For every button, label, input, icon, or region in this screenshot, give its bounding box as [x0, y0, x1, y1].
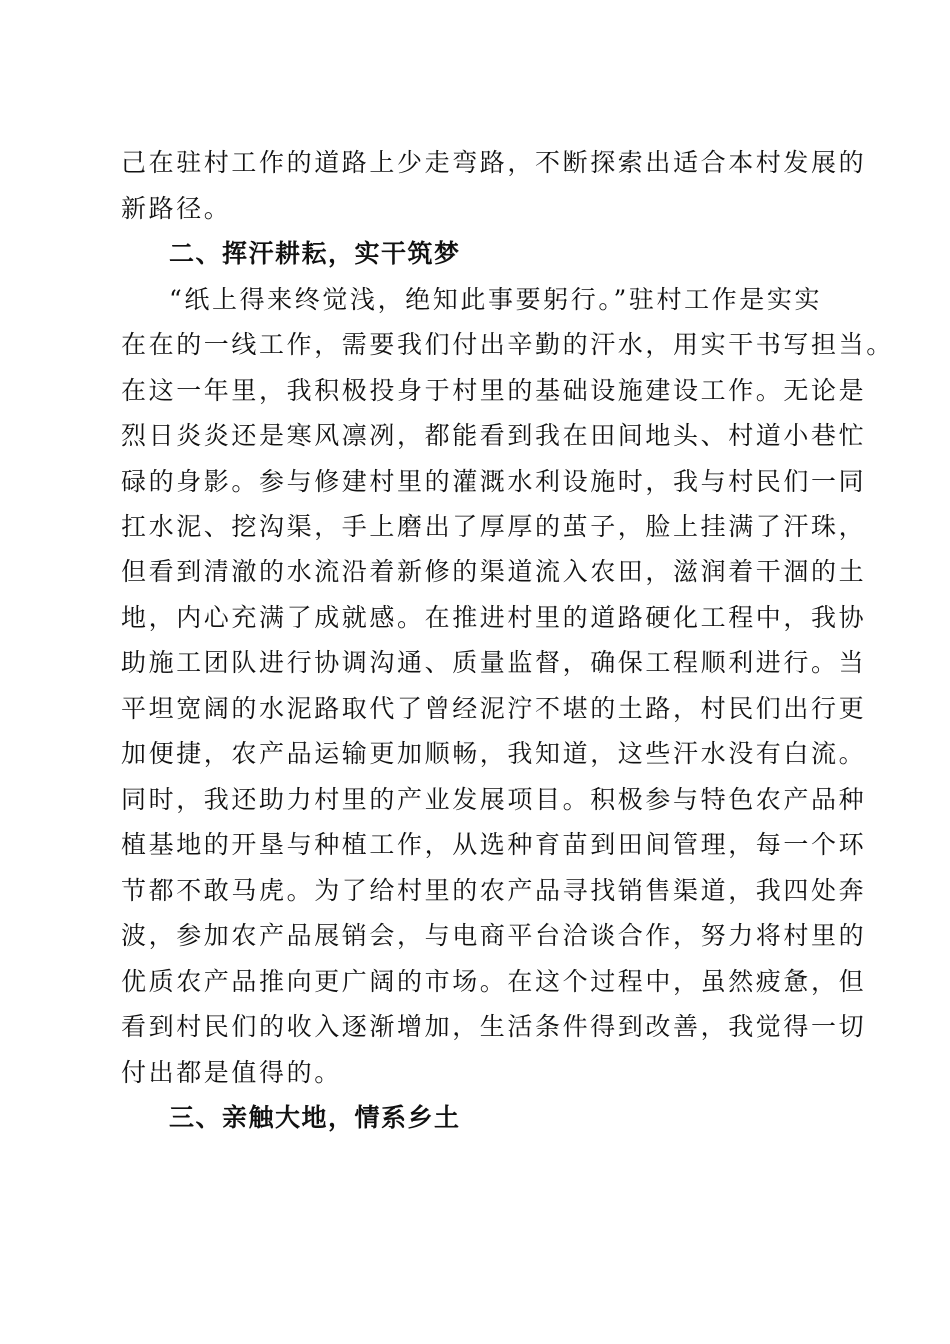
paragraph-line: 节都不敢马虎。为了给村里的农产品寻找销售渠道，我四处奔 — [121, 876, 867, 905]
paragraph-line: 但看到清澈的水流沿着新修的渠道流入农田，滋润着干涸的土 — [121, 557, 867, 586]
paragraph-line: 地，内心充满了成就感。在推进村里的道路硬化工程中，我协 — [121, 603, 867, 632]
paragraph-line: 看到村民们的收入逐渐增加，生活条件得到改善，我觉得一切 — [121, 1012, 867, 1041]
paragraph-line: 加便捷，农产品运输更加顺畅，我知道，这些汗水没有白流。 — [121, 739, 867, 768]
paragraph-line: 己在驻村工作的道路上少走弯路，不断探索出适合本村发展的 — [121, 148, 867, 177]
paragraph-line: 同时，我还助力村里的产业发展项目。积极参与特色农产品种 — [121, 785, 867, 814]
paragraph-line: 在在的一线工作，需要我们付出辛勤的汗水，用实干书写担当。 — [121, 330, 894, 359]
section-heading-3: 三、亲触大地，情系乡土 — [169, 1103, 461, 1132]
paragraph-line: 平坦宽阔的水泥路取代了曾经泥泞不堪的土路，村民们出行更 — [121, 694, 867, 723]
paragraph-line: 波，参加农产品展销会，与电商平台洽谈合作，努力将村里的 — [121, 921, 867, 950]
section-heading-2: 二、挥汗耕耘，实干筑梦 — [169, 239, 461, 268]
paragraph-line: 在这一年里，我积极投身于村里的基础设施建设工作。无论是 — [121, 376, 867, 405]
paragraph-line: 烈日炎炎还是寒风凛冽，都能看到我在田间地头、村道小巷忙 — [121, 421, 867, 450]
paragraph-line: 优质农产品推向更广阔的市场。在这个过程中，虽然疲惫，但 — [121, 967, 867, 996]
paragraph-line: 碌的身影。参与修建村里的灌溉水利设施时，我与村民们一同 — [121, 467, 867, 496]
paragraph-line: 扛水泥、挖沟渠，手上磨出了厚厚的茧子，脸上挂满了汗珠， — [121, 512, 867, 541]
paragraph-line: 植基地的开垦与种植工作，从选种育苗到田间管理，每一个环 — [121, 830, 867, 859]
paragraph-line: “纸上得来终觉浅，绝知此事要躬行。”驻村工作是实实 — [169, 285, 823, 314]
paragraph-line: 付出都是值得的。 — [121, 1058, 342, 1087]
paragraph-line: 助施工团队进行协调沟通、质量监督，确保工程顺利进行。当 — [121, 648, 867, 677]
paragraph-line: 新路径。 — [121, 194, 232, 223]
